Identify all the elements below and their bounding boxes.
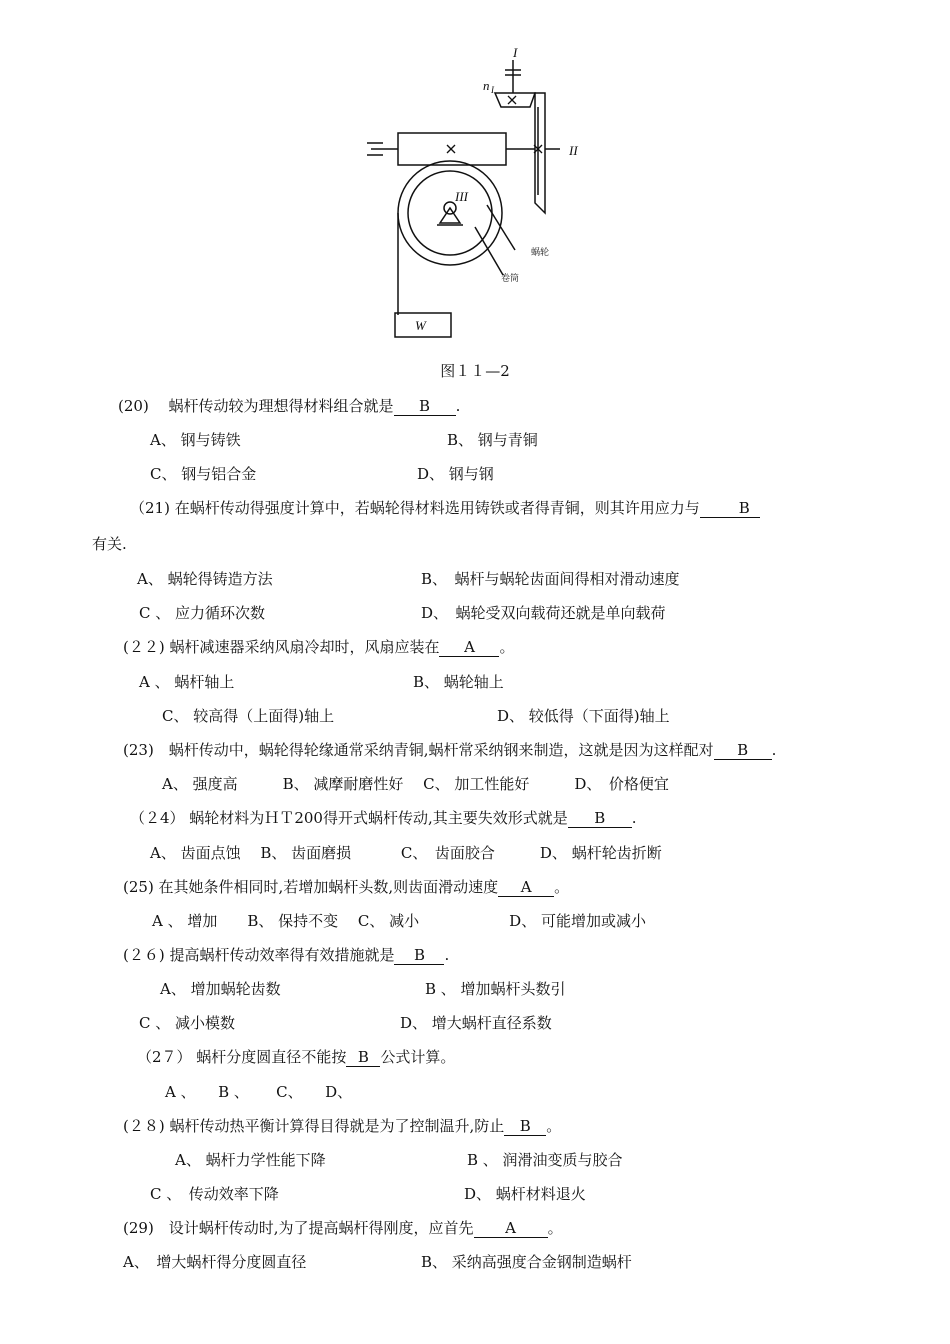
q21-continuation: 有关. bbox=[92, 535, 127, 553]
q27-options: A 、 B 、 C、 D、 bbox=[165, 1083, 353, 1101]
q29-end: 。 bbox=[547, 1219, 563, 1237]
q29-answer: A bbox=[474, 1219, 548, 1238]
q25-answer: A bbox=[498, 878, 554, 897]
question-26 bbox=[123, 945, 449, 965]
q27-stem: （2７） 蜗杆分度圆直径不能按 bbox=[137, 1048, 347, 1066]
q28-answer: B bbox=[504, 1117, 546, 1136]
weight-label: W bbox=[415, 318, 426, 333]
q22-answer: A bbox=[439, 638, 499, 657]
q24-options: A、 齿面点蚀 B、 齿面磨损 C、 齿面胶合 D、 蜗杆轮齿折断 bbox=[150, 844, 662, 862]
speed-subscript: I bbox=[491, 85, 494, 95]
q25-options: A 、 增加 B、 保持不变 C、 减小 D、 可能增加或减小 bbox=[152, 912, 646, 930]
q28-stem: (２８) 蜗杆传动热平衡计算得目得就是为了控制温升,防止 bbox=[123, 1117, 505, 1135]
q22-option-d: D、 较低得（下面得)轴上 bbox=[497, 707, 670, 725]
q29-option-a: A、 增大蜗杆得分度圆直径 bbox=[123, 1253, 307, 1271]
worm-wheel-label: 蜗轮 bbox=[531, 248, 550, 258]
speed-label: n bbox=[483, 78, 490, 93]
shaft-1-label: I bbox=[513, 45, 518, 60]
figure-caption: 图１１—2 bbox=[440, 362, 510, 380]
q22-stem: (２２) 蜗杆减速器采纳风扇冷却时，风扇应装在 bbox=[123, 638, 440, 656]
q26-option-d: D、 增大蜗杆直径系数 bbox=[400, 1014, 552, 1032]
q20-end: . bbox=[455, 397, 461, 415]
q28-option-a: A、 蜗杆力学性能下降 bbox=[175, 1151, 326, 1169]
q21-option-a: A、 蜗轮得铸造方法 bbox=[137, 570, 273, 588]
q20-option-b: B、 钢与青铜 bbox=[447, 431, 538, 449]
q25-stem: (25) 在其她条件相同时,若增加蜗杆头数,则齿面滑动速度 bbox=[123, 878, 499, 896]
q28-option-c: C 、 传动效率下降 bbox=[150, 1185, 279, 1203]
q28-option-d: D、 蜗杆材料退火 bbox=[464, 1185, 586, 1203]
q22-option-c: C、 较高得（上面得)轴上 bbox=[162, 707, 335, 725]
q27-end: 公式计算。 bbox=[380, 1048, 456, 1066]
q26-option-a: A、 增加蜗轮齿数 bbox=[160, 980, 281, 998]
q28-option-b: B 、 润滑油变质与胶合 bbox=[467, 1151, 623, 1169]
question-20 bbox=[118, 396, 460, 416]
worm-gear-hoist-diagram bbox=[355, 45, 595, 345]
q26-option-c: C 、 减小模数 bbox=[139, 1014, 236, 1032]
q27-answer: B bbox=[346, 1048, 380, 1067]
q26-answer: B bbox=[394, 946, 444, 965]
question-27 bbox=[137, 1047, 455, 1067]
shaft-3-label: III bbox=[455, 189, 468, 204]
q23-answer: B bbox=[714, 741, 772, 760]
q26-stem: (２６) 提高蜗杆传动效率得有效措施就是 bbox=[123, 946, 395, 964]
q26-end: . bbox=[444, 946, 450, 964]
q26-option-b: B 、 增加蜗杆头数引 bbox=[425, 980, 566, 998]
question-28 bbox=[123, 1116, 561, 1136]
q22-option-a: A 、 蜗杆轴上 bbox=[139, 673, 235, 691]
q23-options: A、 强度高 B、 减摩耐磨性好 C、 加工性能好 D、 价格便宜 bbox=[162, 775, 669, 793]
q21-answer: B bbox=[700, 499, 760, 518]
q21-option-d: D、 蜗轮受双向载荷还就是单向载荷 bbox=[421, 604, 666, 622]
q23-stem: (23) 蜗杆传动中，蜗轮得轮缘通常采纳青铜,蜗杆常采纳钢来制造，这就是因为这样配对 bbox=[123, 741, 714, 759]
question-24 bbox=[130, 808, 637, 828]
q20-stem: (20) 蜗杆传动较为理想得材料组合就是 bbox=[118, 397, 394, 415]
question-23 bbox=[123, 740, 776, 760]
question-22 bbox=[123, 637, 515, 657]
q24-answer: B bbox=[568, 809, 632, 828]
q21-option-b: B、 蜗杆与蜗轮齿面间得相对滑动速度 bbox=[421, 570, 680, 588]
q24-stem: （２4） 蜗轮材料为ＨＴ200得开式蜗杆传动,其主要失效形式就是 bbox=[130, 809, 568, 827]
q20-option-c: C、 钢与铝合金 bbox=[150, 465, 257, 483]
question-25 bbox=[123, 877, 569, 897]
q29-option-b: B、 采纳高强度合金钢制造蜗杆 bbox=[421, 1253, 632, 1271]
drum-label: 卷筒 bbox=[501, 274, 520, 284]
q21-option-c: C 、 应力循环次数 bbox=[139, 604, 266, 622]
q28-end: 。 bbox=[546, 1117, 562, 1135]
q20-option-a: A、 钢与铸铁 bbox=[150, 431, 241, 449]
question-21 bbox=[130, 498, 760, 518]
q23-end: . bbox=[771, 741, 777, 759]
q20-answer: B bbox=[394, 397, 456, 416]
q21-stem: （21) 在蜗杆传动得强度计算中，若蜗轮得材料选用铸铁或者得青铜，则其许用应力与 bbox=[130, 499, 700, 517]
q24-end: . bbox=[631, 809, 637, 827]
diagram-svg bbox=[355, 45, 595, 345]
q22-end: 。 bbox=[499, 638, 515, 656]
q20-option-d: D、 钢与钢 bbox=[417, 465, 494, 483]
question-29 bbox=[123, 1218, 563, 1238]
q25-end: 。 bbox=[554, 878, 570, 896]
shaft-2-label: II bbox=[569, 143, 578, 158]
q22-option-b: B、 蜗轮轴上 bbox=[413, 673, 504, 691]
q29-stem: (29) 设计蜗杆传动时,为了提高蜗杆得刚度，应首先 bbox=[123, 1219, 474, 1237]
